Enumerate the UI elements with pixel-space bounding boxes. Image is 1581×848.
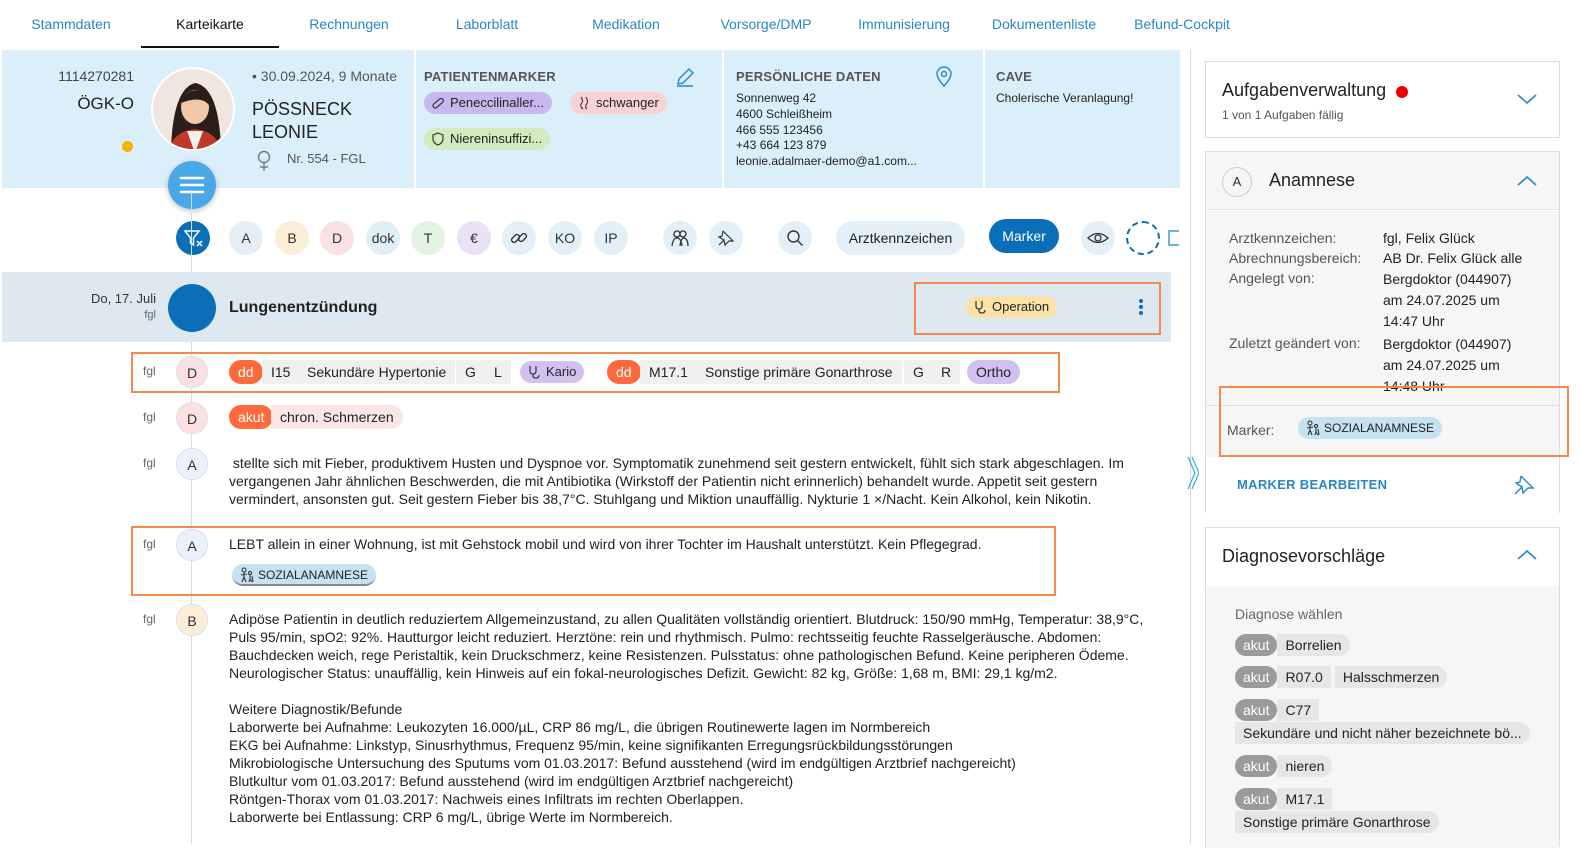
- dd-badge: dd: [229, 360, 263, 384]
- suggestion-text: Sonstige primäre Gonarthrose: [1235, 811, 1439, 833]
- marker-edit-button[interactable]: MARKER BEARBEITEN: [1237, 477, 1388, 492]
- divider: [722, 50, 724, 188]
- avatar-photo: [153, 69, 235, 151]
- akut-badge: akut: [1235, 634, 1277, 656]
- text-line: vergangenen Jahr ähnlichen Beschwerden, die mit Antibiotika (Wirkstoff der Patientin nicht erinnerlich) behandelt wurde. Appetit seit gestern: [229, 473, 1098, 489]
- text-line: Röntgen-Thorax vom 01.03.2017: Nachweis eines Infiltrats im rechten Oberlappen.: [229, 791, 744, 807]
- marker-label: schwanger: [596, 95, 659, 110]
- stethoscope-icon: [527, 365, 541, 379]
- email[interactable]: leonie.adalmaer-demo@a1.com...: [736, 154, 917, 169]
- divider: [414, 50, 416, 188]
- suggestion-code: R07.0: [1277, 666, 1330, 688]
- row-type-badge: B: [176, 604, 208, 636]
- tab-befund-cockpit[interactable]: Befund-Cockpit: [1134, 16, 1230, 32]
- birth-date: • 30.09.2024, 9 Monate: [252, 68, 398, 84]
- geaendert-line: 14:48 Uhr: [1383, 378, 1445, 394]
- angelegt-value: [1383, 269, 1511, 332]
- location-pin-icon[interactable]: [935, 66, 953, 88]
- anamnese-text[interactable]: LEBT allein in einer Wohnung, ist mit Gehstock mobil und wird von ihrer Tochter im Haushalt unterstützt. Kein Pflegegrad.: [229, 536, 982, 552]
- text-line: stellte sich mit Fieber, produktivem Husten und Dyspnoe vor. Symptomatik zunehmend seit gestern entwickelt, fühlt sich stark abgeschlagen. Im: [229, 455, 1124, 471]
- suggestion-text: nieren: [1277, 755, 1332, 777]
- tag-label: Operation: [992, 299, 1050, 314]
- pin-icon: [717, 229, 735, 247]
- row-type-badge: A: [176, 448, 208, 480]
- marker-label: Peneccilinaller...: [450, 95, 544, 110]
- akut-badge: akut: [1235, 699, 1277, 721]
- geaendert-line: Bergdoktor (044907): [1383, 336, 1512, 352]
- anamnese-badge: A: [1222, 167, 1252, 197]
- abrechnung-value: AB Dr. Felix Glück alle: [1383, 250, 1523, 266]
- filter-a[interactable]: A: [229, 221, 263, 255]
- more-options-icon[interactable]: [1135, 297, 1147, 317]
- search-button[interactable]: [778, 221, 812, 255]
- address-city: 4600 Schleißheim: [736, 106, 833, 121]
- filter-people[interactable]: [663, 221, 697, 255]
- text-line: vermindert, ansonsten gut. Seit gestern Fieber bis 38,7°C. Stuhlgang und Miktion unauffällig. Nykturie 1 ×/Nacht. Kein Alkohol, kein Nikotin.: [229, 491, 1092, 507]
- cave-title: CAVE: [996, 69, 1032, 84]
- filter-clear-icon: [176, 221, 210, 255]
- diagnosis-flag-g: G: [904, 360, 933, 384]
- anamnese-card: [1205, 151, 1560, 513]
- filter-clear-button[interactable]: [176, 221, 210, 255]
- collapse-panel-icon[interactable]: [1185, 455, 1199, 491]
- marker-niereninsuffizienz[interactable]: [424, 128, 550, 150]
- marker-button[interactable]: Marker: [989, 219, 1059, 253]
- anamnese-header[interactable]: [1206, 152, 1559, 210]
- akut-badge: akut: [1235, 788, 1277, 810]
- arzt-label: Arztkennzeichen:: [1229, 230, 1337, 246]
- diagnosis-flag-r: R: [932, 360, 960, 384]
- filter-d[interactable]: D: [320, 221, 354, 255]
- diagnosis-code[interactable]: M17.1: [640, 360, 697, 384]
- row-user: fgl: [143, 612, 156, 626]
- tasks-card[interactable]: [1205, 61, 1560, 138]
- diagnosis-flag-g: G: [456, 360, 485, 384]
- text-line: EKG bei Aufnahme: Linkstyp, Sinusrhythmus, Frequenz 95/min, keine signifikanten Erregungsrückbildungsstörungen: [229, 737, 953, 753]
- entry-user: fgl: [144, 309, 156, 321]
- suggestions-title: Diagnosevorschläge: [1222, 546, 1386, 566]
- personal-title: PERSÖNLICHE DATEN: [736, 69, 881, 84]
- akut-badge: akut: [229, 405, 273, 429]
- text-line: Laborwerte bei Aufnahme: Leukozyten 16.000/µL, CRP 86 mg/L, die übrigen Routinewerte lagen im Normbereich: [229, 719, 931, 735]
- personal-data: [736, 91, 917, 170]
- befund-text[interactable]: [229, 610, 1159, 826]
- filter-pin[interactable]: [709, 221, 743, 255]
- suggestion-item-text[interactable]: [1235, 811, 1439, 833]
- text-line: Bauchdecken weich, rege Peristaltik, kein Druckschmerz, keine Resistenzen. Pulsstatus: ohne pathologischen Befund. Keine peripheren Ödeme.: [229, 647, 1129, 663]
- suggestion-text: Halsschmerzen: [1335, 666, 1447, 688]
- diagnosis-text[interactable]: chron. Schmerzen: [271, 405, 403, 429]
- diagnosis-suggestions-card: [1205, 527, 1560, 847]
- tab-laborblatt[interactable]: Laborblatt: [455, 16, 519, 32]
- suggestion-item[interactable]: [1235, 755, 1332, 777]
- diagnosis-flag-l: L: [485, 360, 511, 384]
- marker-label: Marker:: [1227, 422, 1275, 438]
- angelegt-line: am 24.07.2025 um: [1383, 292, 1500, 308]
- specialty-ortho[interactable]: Ortho: [967, 360, 1020, 384]
- suggestion-text: Borrelien: [1277, 634, 1349, 656]
- row-type-badge: D: [176, 402, 208, 434]
- geaendert-line: am 24.07.2025 um: [1383, 357, 1500, 373]
- tab-karteikarte[interactable]: Karteikarte: [141, 0, 279, 48]
- tab-stammdaten[interactable]: Stammdaten: [31, 16, 111, 32]
- entry-node: [168, 284, 216, 332]
- suggestion-item[interactable]: [1235, 634, 1350, 656]
- menu-button[interactable]: [168, 161, 216, 209]
- text-line: [229, 682, 1159, 700]
- divider: [983, 50, 985, 188]
- suggestion-item-text[interactable]: [1235, 722, 1530, 744]
- text-line: Mikrobiologische Untersuchung des Sputums vom 01.03.2017: Befund ausstehend (wird im endgültigen Arztbrief nachgereicht): [229, 755, 1016, 771]
- people-icon: [670, 229, 690, 247]
- tasks-subtitle: 1 von 1 Aufgaben fällig: [1222, 108, 1344, 122]
- social-security-number: 466 555 123456: [736, 122, 823, 137]
- row-user: fgl: [143, 456, 156, 470]
- suggestion-text: Sekundäre und nicht näher bezeichnete bö...: [1235, 722, 1530, 744]
- pill-icon: [431, 96, 445, 110]
- text-line: Weitere Diagnostik/Befunde: [229, 701, 403, 717]
- entry-title: Lungenentzündung: [229, 299, 378, 316]
- entry-date: Do, 17. Juli: [90, 291, 156, 306]
- patient-last-name: PÖSSNECK: [252, 99, 353, 119]
- marker-penicillin[interactable]: [424, 92, 552, 114]
- insurance: ÖGK-O: [77, 94, 134, 113]
- female-icon: [256, 150, 272, 172]
- tab-vorsorge[interactable]: Vorsorge/DMP: [720, 16, 812, 32]
- angelegt-line: 14:47 Uhr: [1383, 313, 1445, 329]
- tasks-title: Aufgabenverwaltung: [1222, 80, 1387, 100]
- tab-medikation[interactable]: Medikation: [592, 16, 660, 32]
- shield-icon: [431, 132, 445, 146]
- view-toggle[interactable]: [1081, 221, 1115, 255]
- anamnese-title: Anamnese: [1269, 170, 1356, 190]
- text-line: Blutkultur vom 01.03.2017: Befund ausstehend (wird im endgültigen Arztbrief nachgereicht): [229, 773, 794, 789]
- search-icon: [786, 229, 804, 247]
- pregnancy-icon: [578, 96, 590, 110]
- markers-title: PATIENTENMARKER: [424, 69, 556, 84]
- alert-dot: [1396, 86, 1408, 98]
- chevron-down-icon[interactable]: [1516, 92, 1538, 106]
- calendar-icon[interactable]: [1167, 229, 1179, 247]
- patient-id: 1114270281: [58, 68, 134, 84]
- suggestion-item[interactable]: [1235, 699, 1319, 721]
- tab-dokumentenliste[interactable]: Dokumentenliste: [991, 16, 1097, 32]
- tab-rechnungen[interactable]: Rechnungen: [309, 16, 389, 32]
- marker-label: Niereninsuffizi...: [450, 131, 543, 146]
- suggestion-item[interactable]: [1235, 788, 1332, 810]
- angelegt-label: Angelegt von:: [1229, 270, 1315, 286]
- text-line: Adipöse Patientin in deutlich reduziertem Allgemeinzustand, zu allen Qualitäten vollständig orientiert. Blutdruck: 150/90 mmHg, Temperatur: 38,9°C,: [229, 611, 1144, 627]
- diagnosis-code[interactable]: I15: [262, 360, 299, 384]
- filter-ko[interactable]: KO: [548, 221, 582, 255]
- text-line: Puls 95/min, spO2: 92%. Hautturgor leicht reduziert. Herztöne: rein und rhythmisch. Pulmo: rechtsseitig feuchte Rasselgeräusche. Abdomen:: [229, 629, 1102, 645]
- dd-badge: dd: [607, 360, 641, 384]
- suggestions-subtitle: Diagnose wählen: [1235, 606, 1343, 622]
- link-icon: [510, 229, 528, 247]
- arzt-value: fgl, Felix Glück: [1383, 230, 1475, 246]
- filter-ip[interactable]: IP: [594, 221, 628, 255]
- chevron-up-icon[interactable]: [1516, 548, 1538, 562]
- row-user: fgl: [143, 410, 156, 424]
- akut-badge: akut: [1235, 755, 1277, 777]
- suggestion-code: M17.1: [1277, 788, 1332, 810]
- tag-operation[interactable]: [966, 296, 1057, 318]
- filter-dok[interactable]: dok: [366, 221, 400, 255]
- status-dot: [122, 141, 133, 152]
- specialty-label: Kario: [546, 364, 577, 379]
- pin-icon[interactable]: [1513, 474, 1535, 496]
- geaendert-label: Zuletzt geändert von:: [1229, 335, 1361, 351]
- filter-euro[interactable]: €: [457, 221, 491, 255]
- row-type-badge: D: [176, 356, 208, 388]
- anamnese-text[interactable]: [229, 454, 1149, 508]
- cave-text: Cholerische Veranlagung!: [996, 91, 1134, 105]
- add-filter-button[interactable]: [1126, 221, 1160, 255]
- avatar[interactable]: [151, 67, 235, 151]
- hamburger-icon: [168, 161, 216, 209]
- phone: +43 664 123 879: [736, 138, 827, 153]
- stethoscope-icon: [973, 300, 987, 314]
- specialty-kario[interactable]: [520, 361, 584, 383]
- suggestion-item[interactable]: [1235, 666, 1447, 688]
- marker-schwanger[interactable]: [570, 92, 667, 114]
- patient-first-name: LEONIE: [252, 122, 319, 142]
- panel-divider: [1190, 50, 1191, 844]
- suggestion-code: C77: [1277, 699, 1319, 721]
- angelegt-line: Bergdoktor (044907): [1383, 271, 1512, 287]
- diagnosis-text[interactable]: Sekundäre Hypertonie: [298, 360, 455, 384]
- tag-label: SOZIALANAMNESE: [258, 568, 369, 582]
- filter-b[interactable]: B: [275, 221, 309, 255]
- edit-icon[interactable]: [674, 66, 696, 88]
- highlight-box: [1219, 386, 1569, 457]
- row-user: fgl: [143, 537, 156, 551]
- text-line: Neurologischer Status: unauffällig, kein Hinweis auf ein fokal-neurologisches Defizit. Gewicht: 82 kg, Größe: 1,68 m, BMI: 29,1 kg/m2.: [229, 665, 1058, 681]
- people-walking-icon: [239, 567, 255, 583]
- eye-icon: [1087, 229, 1109, 247]
- row-user: fgl: [143, 364, 156, 378]
- abrechnung-label: Abrechnungsbereich:: [1229, 250, 1362, 266]
- row-type-badge: A: [176, 529, 208, 561]
- diagnosis-text[interactable]: Sonstige primäre Gonarthrose: [696, 360, 902, 384]
- tab-immunisierung[interactable]: Immunisierung: [858, 16, 950, 32]
- marker-value: SOZIALANAMNESE: [1324, 421, 1435, 435]
- filter-t[interactable]: T: [411, 221, 445, 255]
- text-line: Laborwerte bei Entlassung: CRP 6 mg/L, übrige Werte im Normbereich.: [229, 809, 673, 825]
- chevron-up-icon[interactable]: [1516, 174, 1538, 188]
- arztkennzeichen-button[interactable]: Arztkennzeichen: [836, 221, 965, 255]
- filter-link[interactable]: [502, 221, 536, 255]
- address-street: Sonnenweg 42: [736, 91, 817, 105]
- patient-number: Nr. 554 - FGL: [287, 151, 366, 166]
- tag-sozialanamnese[interactable]: [232, 564, 376, 586]
- akut-badge: akut: [1235, 666, 1277, 688]
